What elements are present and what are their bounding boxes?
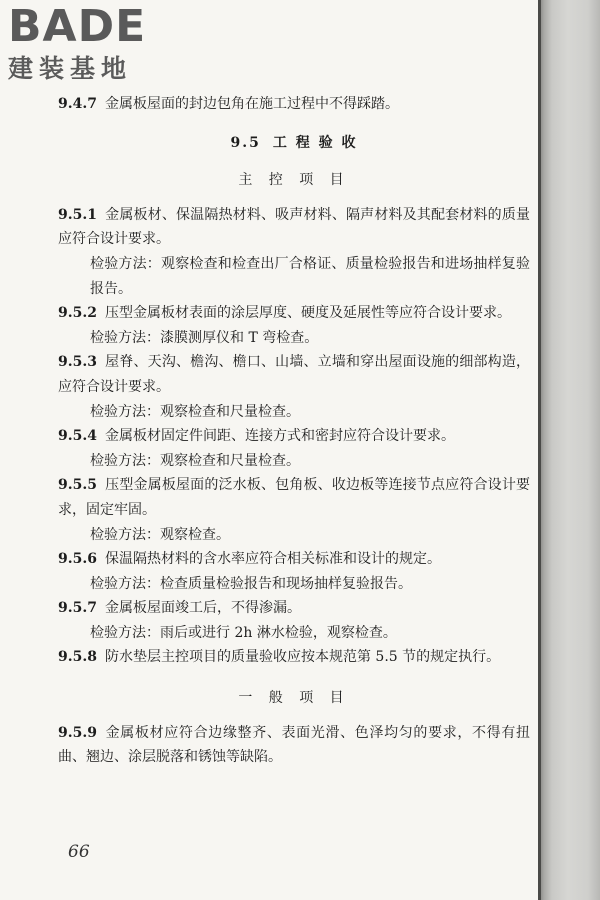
clause-number: 9.5.9: [58, 724, 97, 741]
inspection-method: 检验方法：观察检查和检查出厂合格证、质量检验报告和进场抽样复验报告。: [90, 255, 530, 297]
inspection-method: 检验方法：漆膜测厚仪和 T 弯检查。: [90, 329, 319, 346]
page-edge: [538, 0, 541, 900]
inspection-method: 检验方法：观察检查。: [90, 526, 230, 543]
clause-number: 9.5.3: [58, 354, 97, 371]
inspection-method: 检验方法：检查质量检验报告和现场抽样复验报告。: [90, 575, 412, 592]
clause-9-5-5: [58, 473, 530, 522]
clause-text: 防水垫层主控项目的质量验收应按本规范第 5.5 节的规定执行。: [104, 649, 501, 666]
logo-brand: BADE: [8, 1, 147, 52]
logo-subtitle: 建装基地: [8, 54, 133, 83]
document-body: [58, 92, 530, 770]
clause-text: 压型金属板屋面的泛水板、包角板、收边板等连接节点应符合设计要求，固定牢固。: [58, 477, 530, 518]
clause-number: 9.5.7: [58, 600, 97, 617]
clause-9-5-7: [58, 596, 530, 621]
clause-9-5-1: [58, 203, 530, 252]
clause-text: 金属板屋面的封边包角在施工过程中不得踩踏。: [104, 96, 399, 112]
clause-number: 9.5.8: [58, 649, 97, 666]
clause-9-5-9: [58, 721, 530, 770]
watermark-logo: [8, 2, 178, 86]
section-title: 工 程 验 收: [272, 134, 358, 151]
subheading-general-items: 一 般 项 目: [238, 690, 350, 707]
clause-text: 金属板材应符合边缘整齐、表面光滑、色泽均匀的要求，不得有扭曲、翘边、涂层脱落和锈蚀等缺陷。: [58, 724, 530, 766]
inspection-method: 检验方法：雨后或进行 2h 淋水检验，观察检查。: [90, 624, 397, 641]
subheading-main-items: 主 控 项 目: [238, 172, 350, 189]
clause-9-5-3: [58, 350, 530, 399]
clause-number: 9.5.1: [58, 206, 97, 223]
clause-text: 金属板材、保温隔热材料、吸声材料、隔声材料及其配套材料的质量应符合设计要求。: [58, 206, 530, 248]
clause-number: 9.5.5: [58, 477, 97, 494]
clause-number: 9.5.6: [58, 551, 97, 568]
clause-9-5-2: [58, 301, 530, 326]
inspection-method: 检验方法：观察检查和尺量检查。: [90, 403, 300, 420]
clause-9-5-4: [58, 424, 530, 449]
clause-number: 9.4.7: [58, 96, 97, 112]
inspection-method: 检验方法：观察检查和尺量检查。: [90, 452, 300, 469]
clause-text: 金属板屋面竣工后，不得渗漏。: [104, 600, 301, 617]
clause-text: 屋脊、天沟、檐沟、檐口、山墙、立墙和穿出屋面设施的细部构造，应符合设计要求。: [58, 354, 530, 395]
clause-9-4-7: [58, 92, 530, 117]
clause-number: 9.5.4: [58, 428, 97, 445]
clause-text: 金属板材固定件间距、连接方式和密封应符合设计要求。: [104, 428, 455, 445]
book-spine: [538, 0, 600, 900]
clause-text: 保温隔热材料的含水率应符合相关标准和设计的规定。: [104, 551, 441, 568]
clause-number: 9.5.2: [58, 305, 97, 322]
clause-9-5-8: [58, 645, 530, 670]
clause-text: 压型金属板材表面的涂层厚度、硬度及延展性等应符合设计要求。: [104, 305, 511, 322]
page-number: 66: [68, 842, 90, 862]
section-heading: [58, 131, 530, 156]
clause-9-5-6: [58, 547, 530, 572]
section-number: 9.5: [230, 134, 261, 151]
